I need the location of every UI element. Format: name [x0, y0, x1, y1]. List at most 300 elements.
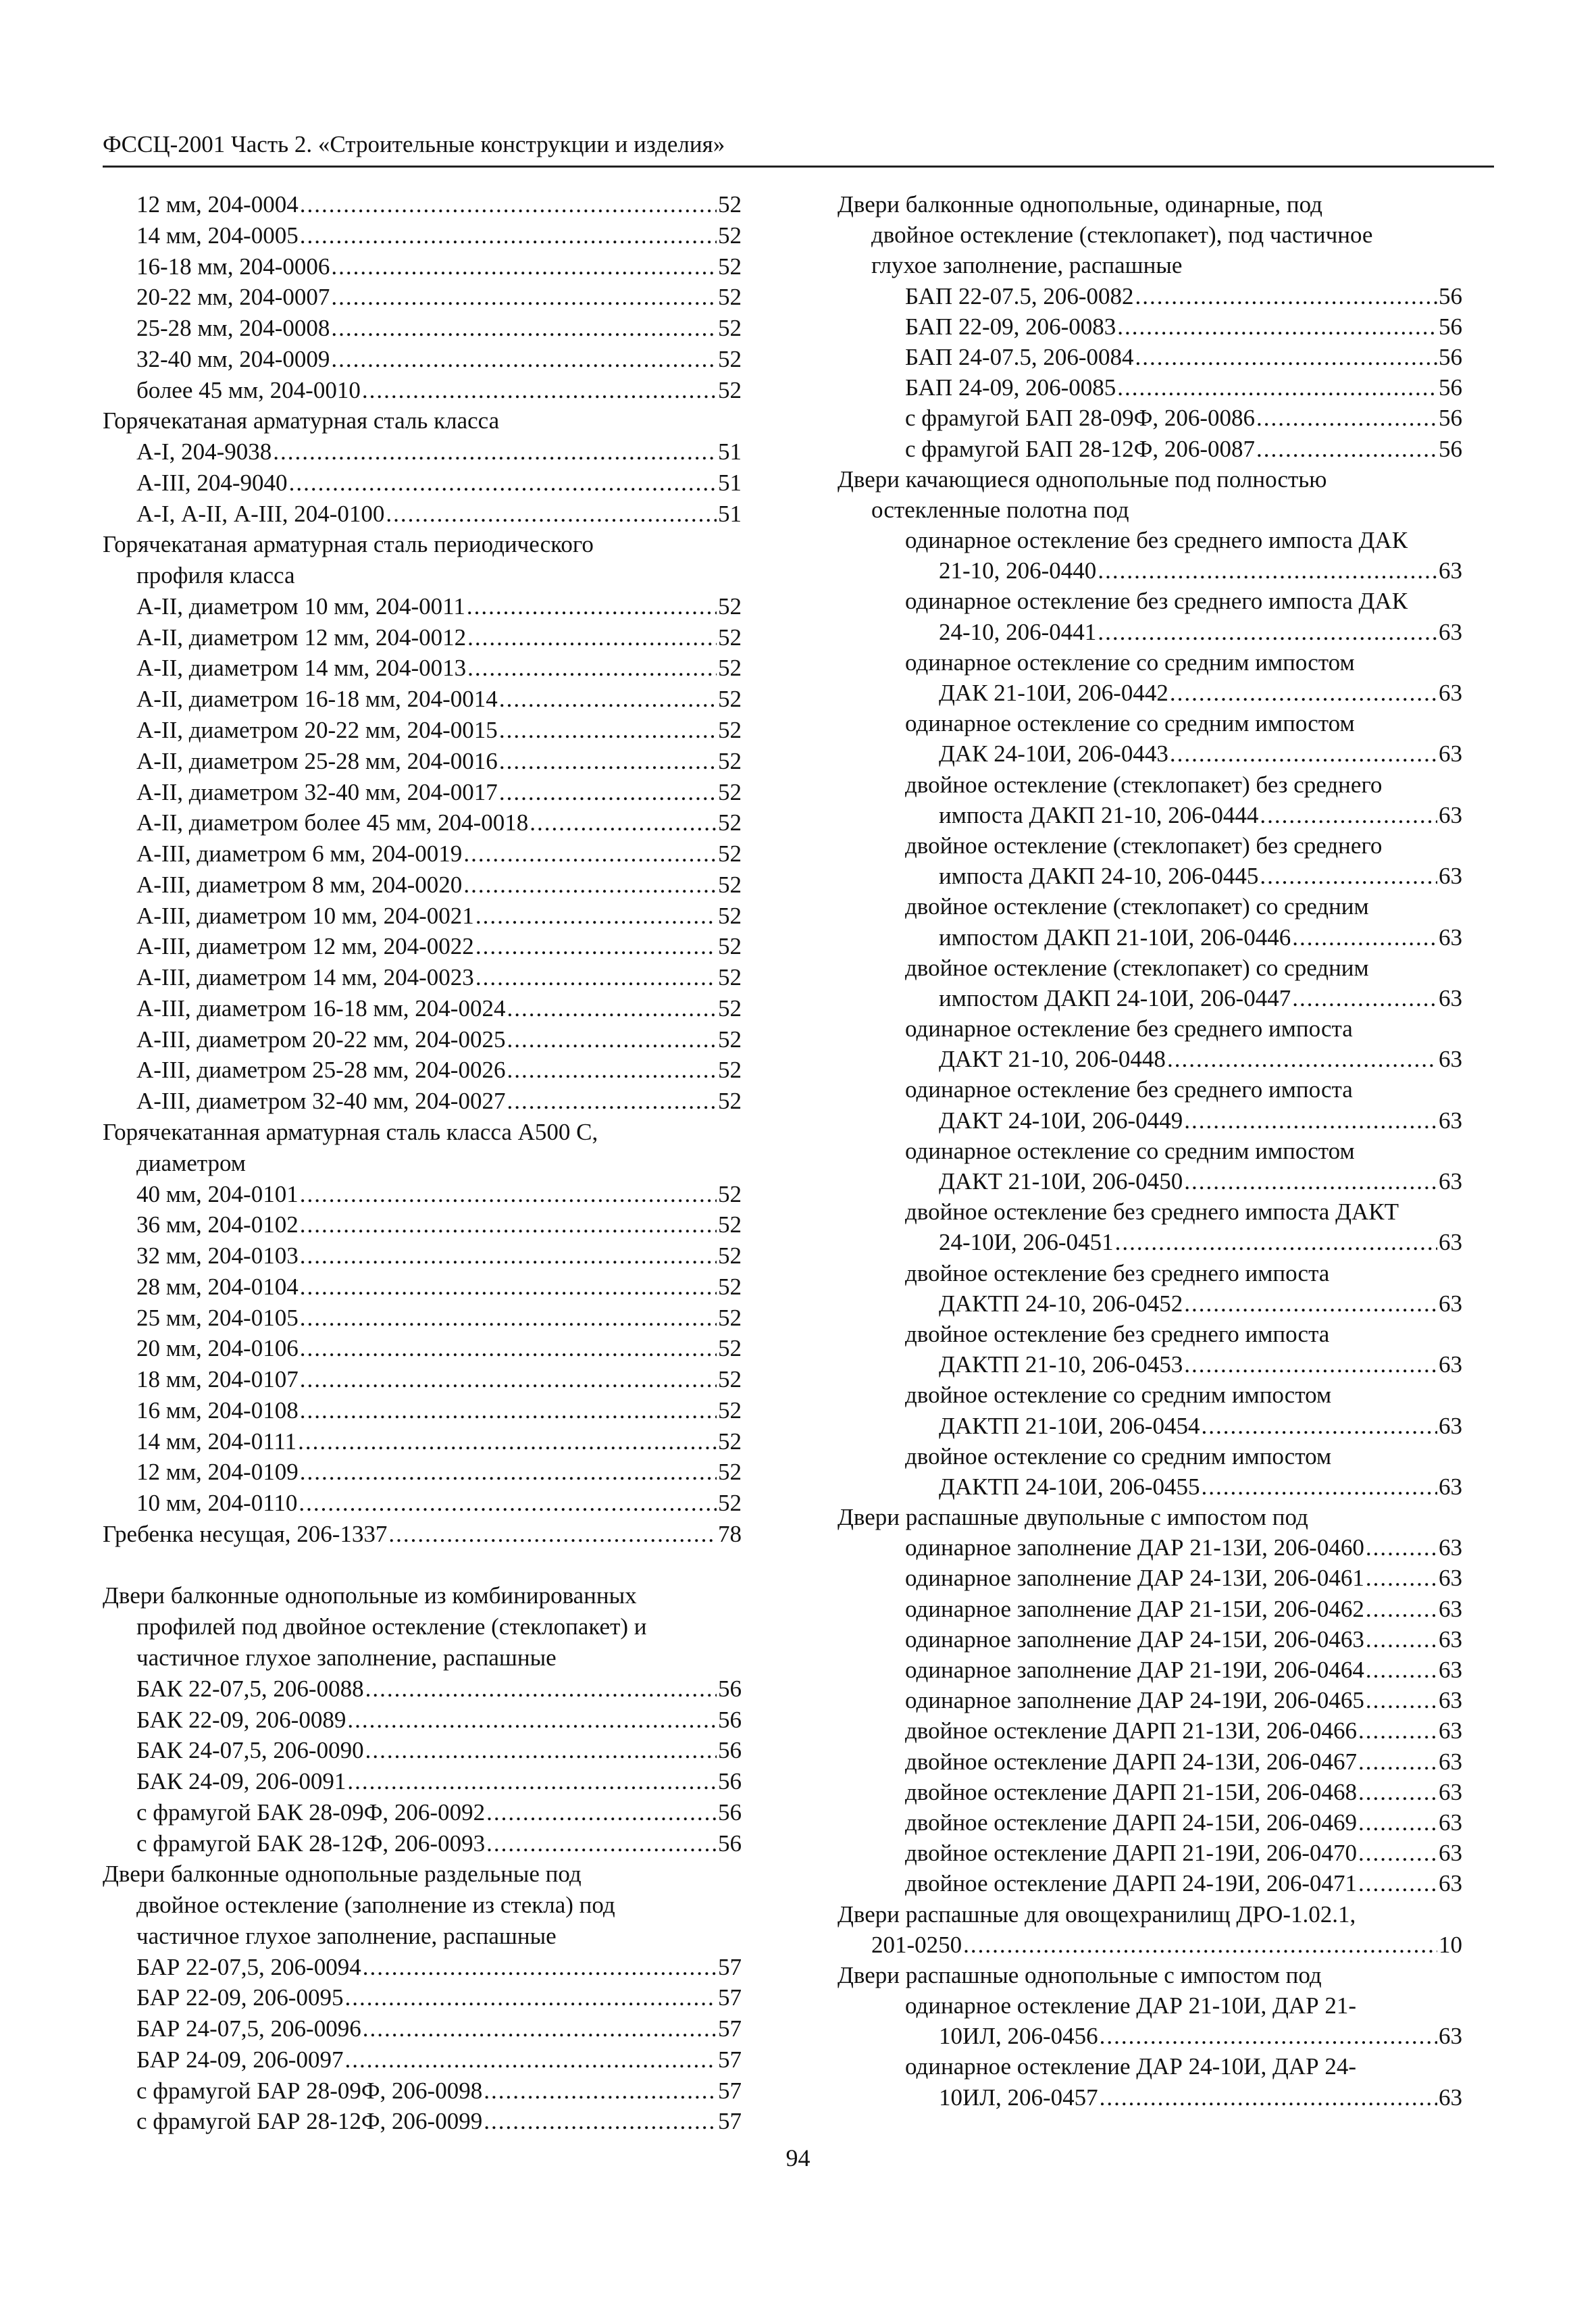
- index-entry-text: 32 мм, 204-0103: [136, 1242, 299, 1269]
- index-entry-page: 52: [718, 1242, 742, 1269]
- index-entry: [103, 715, 742, 746]
- index-entry: [838, 555, 1462, 586]
- index-entry: [103, 931, 742, 962]
- index-entry-text: БАР 24-09, 206-0097: [136, 2046, 344, 2073]
- index-entry-page: 52: [718, 902, 742, 929]
- index-entry-text: А-II, диаметром 14 мм, 204-0013: [136, 655, 467, 682]
- index-entry: [103, 1395, 742, 1426]
- dot-leader: [507, 1055, 717, 1085]
- index-spacer: [103, 1550, 742, 1581]
- index-heading: [838, 464, 1462, 495]
- index-entry: [103, 1952, 742, 1983]
- index-entry: [838, 1930, 1462, 1960]
- index-entry: [838, 342, 1462, 372]
- dot-leader: [1366, 1594, 1437, 1624]
- index-entry-page: 52: [718, 1397, 742, 1424]
- index-entry: [838, 738, 1462, 769]
- index-entry-text: одинарное остекление без среднего импоста ДАК: [905, 588, 1408, 615]
- dot-leader: [300, 1209, 717, 1240]
- index-entry-page: 57: [718, 2046, 742, 2073]
- index-heading: [838, 1380, 1462, 1410]
- index-entry-text: импоста ДАКП 24-10, 206-0445: [939, 863, 1259, 890]
- index-entry: [103, 1519, 742, 1550]
- index-entry: [103, 2076, 742, 2107]
- index-entry-text: импоста ДАКП 21-10, 206-0444: [939, 801, 1259, 828]
- index-entry-text: одинарное заполнение ДАР 24-15И, 206-0463: [905, 1626, 1364, 1653]
- index-heading: [103, 1580, 742, 1611]
- index-entry-page: 56: [718, 1706, 742, 1733]
- index-entry-page: 63: [1439, 984, 1462, 1011]
- dot-leader: [363, 1952, 717, 1982]
- index-entry-text: двойное остекление ДАРП 21-19И, 206-0470: [905, 1840, 1357, 1867]
- index-entry-text: импостом ДАКП 24-10И, 206-0447: [939, 984, 1291, 1011]
- index-entry-page: 63: [1439, 1809, 1462, 1836]
- index-heading: [838, 220, 1462, 250]
- index-entry: [838, 1777, 1462, 1807]
- index-heading: [838, 1441, 1462, 1472]
- dot-leader: [1256, 434, 1437, 464]
- dot-leader: [300, 1457, 717, 1487]
- index-heading: [838, 525, 1462, 555]
- index-entry-page: 52: [718, 1026, 742, 1053]
- index-entry-page: 52: [718, 222, 742, 249]
- header-rule: [103, 166, 1494, 168]
- index-entry: [103, 777, 742, 808]
- dot-leader: [300, 1395, 717, 1426]
- dot-leader: [1358, 1715, 1437, 1746]
- index-entry-page: 52: [718, 809, 742, 836]
- index-entry-text: Двери балконные однопольные из комбинированных: [103, 1582, 637, 1609]
- index-entry: [103, 1024, 742, 1055]
- index-entry-text: А-III, диаметром 6 мм, 204-0019: [136, 840, 463, 867]
- index-heading: [838, 189, 1462, 220]
- index-entry: [103, 746, 742, 777]
- index-entry-text: А-III, диаметром 16-18 мм, 204-0024: [136, 995, 506, 1022]
- index-heading: [838, 1013, 1462, 1044]
- index-heading: [838, 250, 1462, 280]
- index-entry-page: 63: [1439, 1534, 1462, 1561]
- index-entry: [838, 983, 1462, 1013]
- index-heading: [103, 1611, 742, 1642]
- index-entry: [103, 2013, 742, 2044]
- index-entry: [838, 678, 1462, 708]
- running-header: ФССЦ-2001 Часть 2. «Строительные конструкции и изделия»: [103, 131, 725, 157]
- index-entry: [838, 617, 1462, 647]
- dot-leader: [499, 684, 717, 714]
- index-entry-text: БАК 22-07,5, 206-0088: [136, 1675, 364, 1702]
- dot-leader: [331, 344, 717, 374]
- index-entry-page: 52: [718, 1335, 742, 1362]
- index-entry-text: одинарное остекление без среднего импоста: [905, 1076, 1353, 1103]
- index-entry-page: 56: [1439, 282, 1462, 309]
- index-entry: [838, 1655, 1462, 1685]
- index-entry: [103, 962, 742, 993]
- dot-leader: [386, 499, 717, 529]
- index-entry: [103, 2106, 742, 2137]
- index-entry: [103, 684, 742, 715]
- index-entry-page: 63: [1439, 1840, 1462, 1867]
- dot-leader: [530, 807, 717, 838]
- dot-leader: [347, 1705, 717, 1735]
- index-entry: [103, 1735, 742, 1766]
- dot-leader: [1098, 617, 1437, 647]
- dot-leader: [463, 870, 717, 900]
- index-entry-text: А-III, диаметром 12 мм, 204-0022: [136, 933, 474, 960]
- index-entry: [103, 1488, 742, 1519]
- index-heading: [838, 1899, 1462, 1930]
- index-entry: [103, 499, 742, 530]
- index-entry: [103, 622, 742, 653]
- index-entry-page: 52: [718, 1490, 742, 1517]
- index-entry-page: 78: [718, 1520, 742, 1547]
- index-entry-page: 56: [718, 1768, 742, 1795]
- index-entry-page: 63: [1439, 618, 1462, 645]
- index-heading: [103, 1921, 742, 1952]
- index-entry-page: 63: [1439, 1626, 1462, 1653]
- index-entry-page: 63: [1439, 1748, 1462, 1775]
- dot-leader: [1260, 800, 1437, 830]
- dot-leader: [362, 375, 717, 405]
- index-entry-text: ДАКТ 21-10И, 206-0450: [939, 1168, 1183, 1194]
- index-entry: [103, 220, 742, 251]
- index-entry-text: одинарное остекление без среднего импоста: [905, 1015, 1353, 1042]
- index-heading: [838, 1074, 1462, 1105]
- dot-leader: [499, 715, 717, 745]
- index-entry-page: 56: [1439, 343, 1462, 370]
- index-entry: [838, 1746, 1462, 1777]
- dot-leader: [300, 1179, 717, 1209]
- dot-leader: [1184, 1105, 1437, 1136]
- index-heading: [103, 405, 742, 436]
- dot-leader: [486, 1797, 717, 1828]
- index-entry-text: А-III, диаметром 10 мм, 204-0021: [136, 902, 474, 929]
- dot-leader: [1358, 1838, 1437, 1868]
- dot-leader: [507, 993, 717, 1024]
- index-entry: [103, 468, 742, 499]
- index-entry-page: 63: [1439, 1687, 1462, 1714]
- index-entry-text: с фрамугой БАК 28-12Ф, 206-0093: [136, 1830, 486, 1857]
- dot-leader: [388, 1519, 717, 1549]
- index-entry-text: двойное остекление без среднего импоста ДАКТ: [905, 1199, 1399, 1226]
- index-entry-page: 52: [718, 686, 742, 713]
- index-entry-text: 28 мм, 204-0104: [136, 1273, 299, 1300]
- dot-leader: [484, 2106, 717, 2136]
- index-entry-text: ДАКТ 24-10И, 206-0449: [939, 1107, 1183, 1134]
- index-entry-page: 52: [718, 1211, 742, 1238]
- dot-leader: [1117, 311, 1437, 342]
- dot-leader: [463, 838, 717, 869]
- dot-leader: [486, 1828, 717, 1859]
- index-entry-page: 56: [1439, 405, 1462, 432]
- index-entry-text: импостом ДАКП 21-10И, 206-0446: [939, 924, 1291, 951]
- dot-leader: [331, 313, 717, 343]
- index-entry-page: 52: [718, 191, 742, 218]
- index-entry: [103, 1240, 742, 1272]
- index-entry-page: 52: [718, 253, 742, 280]
- dot-leader: [300, 1364, 717, 1394]
- index-entry-page: 63: [1439, 1595, 1462, 1622]
- index-entry: [838, 1868, 1462, 1898]
- index-entry-page: 63: [1439, 1778, 1462, 1805]
- index-entry-text: Горячекатаная арматурная сталь периодического: [103, 531, 594, 558]
- index-heading: [103, 1642, 742, 1674]
- index-entry-page: 10: [1439, 1931, 1462, 1958]
- index-entry-text: более 45 мм, 204-0010: [136, 376, 361, 403]
- index-entry: [103, 313, 742, 344]
- index-entry: [838, 1472, 1462, 1502]
- index-heading: [838, 1960, 1462, 1990]
- index-entry-text: 40 мм, 204-0101: [136, 1180, 299, 1207]
- index-entry-text: А-II, диаметром 32-40 мм, 204-0017: [136, 778, 498, 805]
- dot-leader: [300, 1272, 717, 1302]
- index-entry-page: 63: [1439, 680, 1462, 706]
- index-entry-page: 52: [718, 871, 742, 898]
- index-entry-text: частичное глухое заполнение, распашные: [136, 1922, 557, 1949]
- index-entry-text: А-III, диаметром 20-22 мм, 204-0025: [136, 1026, 506, 1053]
- dot-leader: [1202, 1411, 1438, 1441]
- index-heading: [838, 953, 1462, 983]
- index-entry-page: 63: [1439, 2023, 1462, 2050]
- index-entry: [103, 591, 742, 622]
- index-entry-text: ДАКТ 21-10, 206-0448: [939, 1046, 1166, 1073]
- index-entry-page: 52: [718, 747, 742, 774]
- index-entry-text: А-II, диаметром 25-28 мм, 204-0016: [136, 747, 498, 774]
- index-entry: [103, 1364, 742, 1395]
- dot-leader: [475, 962, 717, 992]
- index-entry-page: 63: [1439, 1046, 1462, 1073]
- dot-leader: [507, 1024, 717, 1055]
- index-entry-text: 18 мм, 204-0107: [136, 1366, 299, 1393]
- dot-leader: [1358, 1807, 1437, 1838]
- index-entry-text: одинарное остекление со средним импостом: [905, 710, 1355, 737]
- index-entry-text: двойное остекление (стеклопакет) без среднего: [905, 832, 1383, 859]
- index-entry-page: 56: [1439, 374, 1462, 401]
- dot-leader: [1366, 1685, 1437, 1715]
- index-entry-text: двойное остекление со средним импостом: [905, 1382, 1332, 1409]
- index-entry-page: 63: [1439, 2084, 1462, 2111]
- index-entry-text: 32-40 мм, 204-0009: [136, 345, 330, 372]
- index-entry-text: БАК 24-09, 206-0091: [136, 1768, 346, 1795]
- index-entry-text: Горячекатанная арматурная сталь класса А500 С,: [103, 1118, 598, 1145]
- index-entry-text: Гребенка несущая, 206-1337: [103, 1520, 388, 1547]
- index-entry: [103, 1797, 742, 1828]
- index-entry-text: с фрамугой БАР 28-09Ф, 206-0098: [136, 2077, 483, 2104]
- index-entry: [103, 653, 742, 684]
- index-entry-text: 14 мм, 204-0111: [136, 1428, 297, 1455]
- index-entry-text: А-I, 204-9038: [136, 438, 272, 466]
- index-entry-page: 52: [718, 593, 742, 620]
- index-entry: [103, 436, 742, 468]
- dot-leader: [1366, 1655, 1437, 1685]
- index-entry-text: 20-22 мм, 204-0007: [136, 284, 330, 311]
- index-entry-text: одинарное остекление со средним импостом: [905, 649, 1355, 676]
- index-entry-text: с фрамугой БАП 28-09Ф, 206-0086: [905, 405, 1256, 432]
- dot-leader: [1184, 1349, 1437, 1380]
- dot-leader: [289, 468, 717, 498]
- dot-leader: [1117, 372, 1437, 403]
- index-entry-page: 63: [1439, 740, 1462, 768]
- index-entry: [103, 251, 742, 282]
- dot-leader: [1167, 1044, 1437, 1074]
- index-entry-page: 63: [1439, 1351, 1462, 1378]
- index-entry-text: 12 мм, 204-0109: [136, 1459, 299, 1486]
- dot-leader: [1260, 861, 1437, 891]
- index-entry-text: БАР 22-09, 206-0095: [136, 1984, 344, 2011]
- index-entry-page: 63: [1439, 924, 1462, 951]
- index-entry-page: 52: [718, 1459, 742, 1486]
- index-entry-text: А-II, диаметром более 45 мм, 204-0018: [136, 809, 529, 836]
- dot-leader: [1115, 1227, 1437, 1257]
- index-heading: [838, 1197, 1462, 1227]
- dot-leader: [1256, 403, 1437, 433]
- dot-leader: [1100, 2021, 1437, 2051]
- dot-leader: [363, 2013, 717, 2044]
- index-entry-page: 57: [718, 2108, 742, 2135]
- index-entry-page: 52: [718, 1057, 742, 1084]
- dot-leader: [300, 1240, 717, 1271]
- index-entry-page: 52: [718, 840, 742, 867]
- index-entry-text: Двери распашные для овощехранилищ ДРО-1.02.1,: [838, 1901, 1356, 1928]
- index-entry-text: двойное остекление со средним импостом: [905, 1442, 1332, 1469]
- index-entry-text: двойное остекление (заполнение из стекла) под: [136, 1892, 615, 1919]
- index-entry: [103, 2044, 742, 2076]
- index-entry-page: 63: [1439, 863, 1462, 890]
- dot-leader: [1366, 1532, 1437, 1563]
- index-entry-page: 63: [1439, 1870, 1462, 1897]
- index-entry-text: 20 мм, 204-0106: [136, 1335, 299, 1362]
- index-entry-page: 52: [718, 964, 742, 991]
- index-entry-page: 57: [718, 1953, 742, 1980]
- index-entry-text: двойное остекление ДАРП 21-15И, 206-0468: [905, 1778, 1357, 1805]
- index-entry: [103, 344, 742, 375]
- index-entry: [838, 1807, 1462, 1838]
- dot-leader: [1135, 342, 1438, 372]
- index-entry-text: одинарное заполнение ДАР 24-13И, 206-0461: [905, 1565, 1364, 1592]
- index-entry-page: 51: [718, 438, 742, 466]
- index-entry-text: двойное остекление ДАРП 24-19И, 206-0471: [905, 1870, 1357, 1897]
- index-entry: [838, 403, 1462, 433]
- index-entry: [838, 2082, 1462, 2113]
- index-entry: [838, 861, 1462, 891]
- index-entry-page: 52: [718, 717, 742, 744]
- index-heading: [838, 1990, 1462, 2021]
- index-column-right: [838, 189, 1462, 2113]
- index-entry-text: А-II, диаметром 16-18 мм, 204-0014: [136, 686, 498, 713]
- index-entry-page: 52: [718, 376, 742, 403]
- index-entry-text: 10ИЛ, 206-0457: [939, 2084, 1098, 2111]
- index-entry-text: ДАКТП 21-10, 206-0453: [939, 1351, 1183, 1378]
- dot-leader: [1135, 281, 1438, 311]
- dot-leader: [299, 1488, 717, 1518]
- index-entry-text: двойное остекление ДАРП 24-13И, 206-0467: [905, 1748, 1357, 1775]
- dot-leader: [499, 746, 717, 776]
- index-entry: [838, 1563, 1462, 1593]
- index-entry-text: одинарное заполнение ДАР 24-19И, 206-0465: [905, 1687, 1364, 1714]
- index-entry-page: 63: [1439, 557, 1462, 584]
- dot-leader: [1170, 678, 1437, 708]
- index-entry: [838, 372, 1462, 403]
- index-entry: [103, 1272, 742, 1303]
- index-entry: [103, 282, 742, 313]
- index-entry-text: профилей под двойное остекление (стеклопакет) и: [136, 1613, 647, 1640]
- index-entry-text: 14 мм, 204-0005: [136, 222, 299, 249]
- index-heading: [838, 708, 1462, 738]
- index-entry: [838, 1685, 1462, 1715]
- index-entry-page: 52: [718, 1180, 742, 1207]
- index-entry-page: 57: [718, 1984, 742, 2011]
- index-entry-text: 25 мм, 204-0105: [136, 1304, 299, 1331]
- index-entry-text: ДАКТП 24-10И, 206-0455: [939, 1473, 1200, 1500]
- index-entry: [103, 189, 742, 220]
- index-entry-page: 52: [718, 778, 742, 805]
- index-entry-text: БАП 24-09, 206-0085: [905, 374, 1116, 401]
- index-heading: [103, 1117, 742, 1148]
- index-entry-page: 51: [718, 469, 742, 496]
- index-entry: [103, 375, 742, 406]
- index-entry: [103, 1982, 742, 2013]
- index-entry: [838, 311, 1462, 342]
- dot-leader: [1184, 1288, 1437, 1319]
- index-entry-text: двойное остекление (стеклопакет) со средним: [905, 893, 1369, 920]
- dot-leader: [467, 622, 717, 653]
- index-entry: [838, 1288, 1462, 1319]
- dot-leader: [1098, 555, 1437, 586]
- index-heading: [838, 770, 1462, 800]
- index-entry-text: 10 мм, 204-0110: [136, 1490, 298, 1517]
- index-entry: [103, 1705, 742, 1736]
- index-entry-text: Двери качающиеся однопольные под полностью: [838, 466, 1327, 493]
- index-entry-text: А-III, диаметром 25-28 мм, 204-0026: [136, 1057, 506, 1084]
- index-entry-text: БАР 22-07,5, 206-0094: [136, 1953, 361, 1980]
- index-entry: [838, 1532, 1462, 1563]
- index-entry-text: 21-10, 206-0440: [939, 557, 1097, 584]
- index-entry: [838, 1044, 1462, 1074]
- index-entry: [103, 1333, 742, 1364]
- index-entry: [103, 1766, 742, 1797]
- index-entry-text: ДАК 21-10И, 206-0442: [939, 680, 1168, 706]
- index-heading: [838, 2051, 1462, 2082]
- index-heading: [103, 560, 742, 591]
- index-entry: [838, 1594, 1462, 1624]
- index-heading: [838, 495, 1462, 525]
- index-entry: [838, 1838, 1462, 1868]
- index-entry-text: БАК 24-07,5, 206-0090: [136, 1737, 364, 1764]
- dot-leader: [1170, 738, 1437, 769]
- dot-leader: [1366, 1624, 1437, 1655]
- index-entry-text: БАП 22-07.5, 206-0082: [905, 282, 1134, 309]
- index-heading: [838, 1136, 1462, 1166]
- index-entry-text: диаметром: [136, 1149, 246, 1176]
- index-entry-page: 63: [1439, 1229, 1462, 1256]
- dot-leader: [1292, 922, 1437, 953]
- index-entry: [838, 1715, 1462, 1746]
- dot-leader: [1292, 983, 1437, 1013]
- index-entry-page: 56: [718, 1675, 742, 1702]
- index-entry-text: одинарное остекление со средним импостом: [905, 1137, 1355, 1164]
- index-entry-page: 52: [718, 933, 742, 960]
- dot-leader: [467, 653, 717, 683]
- index-entry-text: А-II, диаметром 10 мм, 204-0011: [136, 593, 465, 620]
- dot-leader: [331, 282, 717, 312]
- dot-leader: [1202, 1472, 1438, 1502]
- index-entry-text: А-II, диаметром 12 мм, 204-0012: [136, 624, 467, 651]
- index-entry-text: Горячекатаная арматурная сталь класса: [103, 407, 500, 434]
- index-entry-page: 56: [718, 1830, 742, 1857]
- index-heading: [838, 830, 1462, 861]
- index-entry-page: 52: [718, 284, 742, 311]
- index-entry-text: 24-10И, 206-0451: [939, 1229, 1114, 1256]
- index-entry-text: БАП 22-09, 206-0083: [905, 313, 1116, 340]
